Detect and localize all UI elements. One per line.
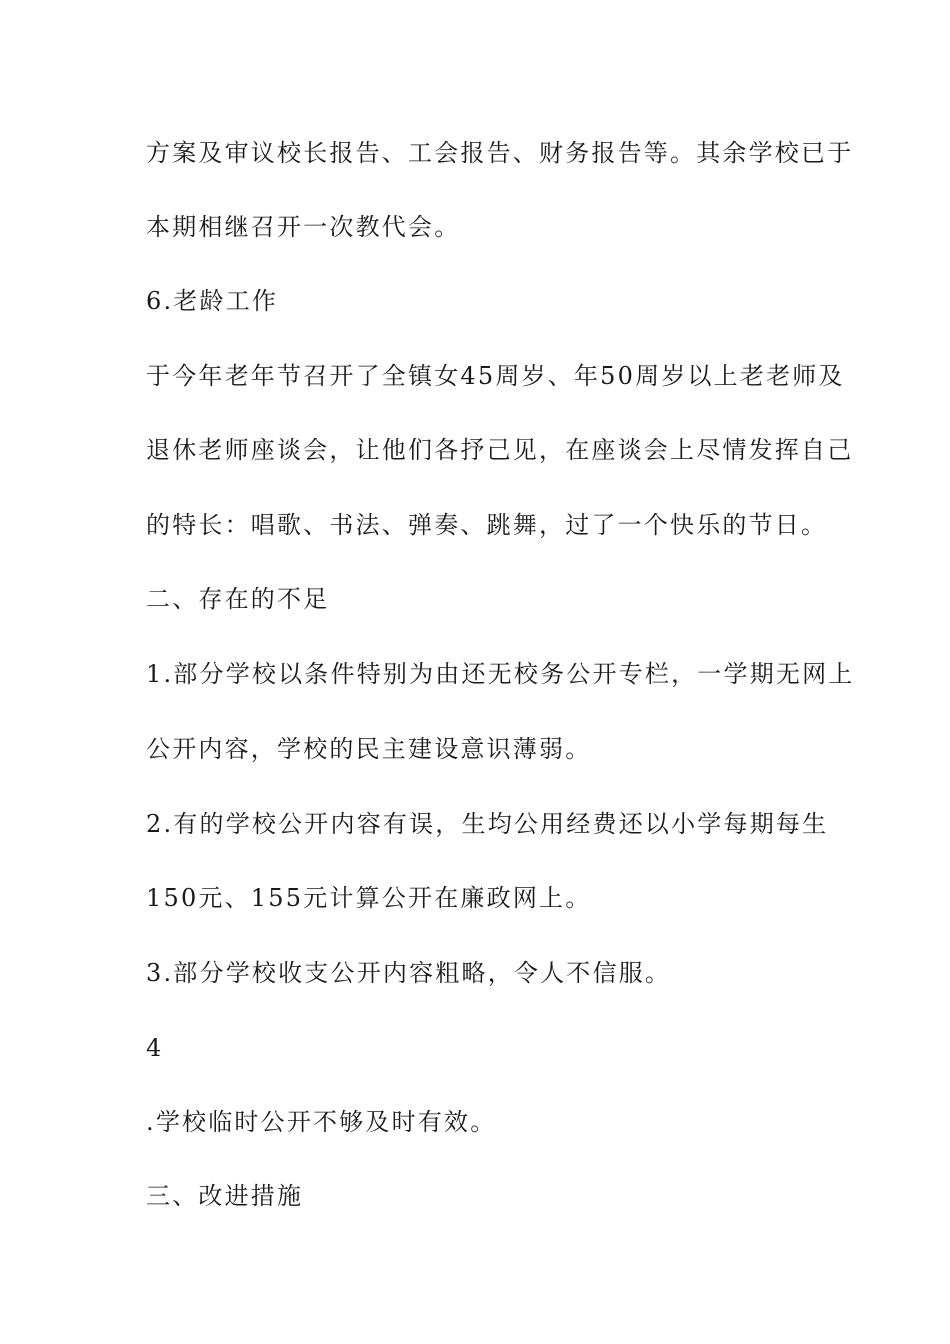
paragraph-line: 退休老师座谈会，让他们各抒己见，在座谈会上尽情发挥自己 [146, 436, 854, 464]
paragraph-line: 本期相继召开一次教代会。 [146, 213, 461, 241]
list-item: 2.有的学校公开内容有误，生均公用经费还以小学每期每生 [146, 810, 829, 838]
paragraph-line: 于今年老年节召开了全镇女45周岁、年50周岁以上老老师及 [146, 362, 845, 390]
section-heading: 三、改进措施 [146, 1182, 304, 1210]
paragraph-line: 的特长：唱歌、书法、弹奏、跳舞，过了一个快乐的节日。 [146, 511, 828, 539]
section-heading: 6.老龄工作 [146, 287, 279, 315]
section-heading: 二、存在的不足 [146, 585, 330, 613]
paragraph-line: 公开内容，学校的民主建设意识薄弱。 [146, 735, 592, 763]
paragraph-line: 方案及审议校长报告、工会报告、财务报告等。其余学校已于 [146, 139, 854, 167]
list-item-number: 4 [146, 1034, 164, 1062]
paragraph-line: 150元、155元计算公开在廉政网上。 [146, 884, 592, 912]
list-item: .学校临时公开不够及时有效。 [146, 1108, 497, 1136]
list-item: 3.部分学校收支公开内容粗略，令人不信服。 [146, 959, 672, 987]
list-item: 1.部分学校以条件特别为由还无校务公开专栏，一学期无网上 [146, 660, 855, 688]
